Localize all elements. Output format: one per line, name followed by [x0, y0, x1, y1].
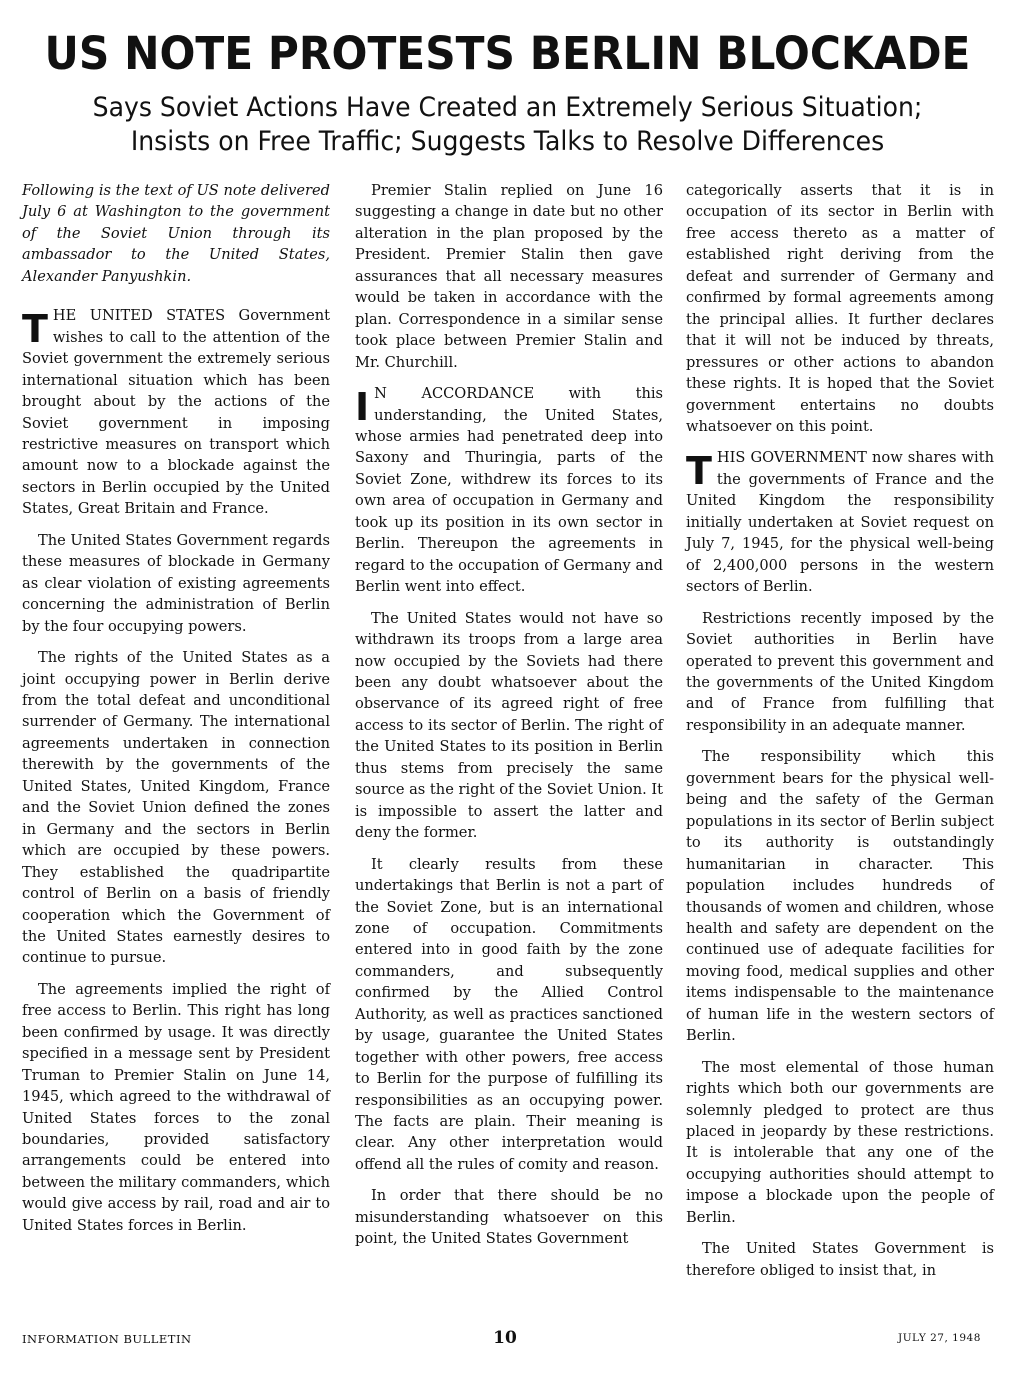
paragraph: [22, 305, 330, 520]
article-column-2: [355, 180, 663, 1260]
paragraph: The United States Government is therefore obliged to insist that, in: [686, 1240, 994, 1279]
paragraph: Restrictions recently imposed by the Soviet authorities in Berlin have operated to prevent this government and the governments of the United Kingdom and of France from fulfilling that responsibility in an adequate manner.: [686, 609, 994, 734]
headline: US NOTE PROTESTS BERLIN BLOCKADE: [44, 27, 971, 80]
paragraph: The United States Government regards these measures of blockade in Germany as clear violation of existing agreements concerning the administration of Berlin by the four occupying powers.: [22, 531, 330, 635]
drop-cap: T: [22, 307, 48, 352]
paragraph-text: HE UNITED STATES Government wishes to call to the attention of the Soviet government the extremely serious international situation which has been brought about by the actions of the Soviet government in imposing restrictive measures on transport which amount now to a blockade against the sectors in Berlin occupied by the United States, Great Britain and France.: [22, 307, 330, 518]
subheadline-line-2: Insists on Free Traffic; Suggests Talks to Resolve Differences: [130, 126, 885, 157]
drop-cap: I: [355, 385, 370, 430]
paragraph: In order that there should be no misunderstanding whatsoever on this point, the United States Government: [355, 1187, 663, 1248]
paragraph: The rights of the United States as a joint occupying power in Berlin derive from the total defeat and unconditional surrender of Germany. The international agreements undertaken in connection therewith by the governments of the United States, United Kingdom, France and the Soviet Union defined the zones in Germany and the sectors in Berlin which are occupied by these powers. They established the quadripartite control of Berlin on a basis of friendly cooperation which the Government of the United States earnestly desires to continue to pursue.: [22, 649, 330, 967]
paragraph: The most elemental of those human rights which both our governments are solemnly pledged to protect are thus placed in jeopardy by these restrictions. It is intolerable that any one of the occupying authorities should attempt to impose a blockade upon the people of Berlin.: [686, 1058, 994, 1226]
intro-note: Following is the text of US note delivered July 6 at Washington to the government of the Soviet Union through its ambassador to the United States, Alexander Panyushkin.: [22, 182, 330, 285]
paragraph: The United States would not have so withdrawn its troops from a large area now occupied by the Soviets had there been any doubt whatsoever about the observance of its agreed right of free access to its sector of Berlin. The right of the United States to its position in Berlin thus stems from precisely the same source as the right of the Soviet Union. It is impossible to assert the latter and deny the former.: [355, 609, 664, 842]
article-column-3: [686, 180, 994, 1291]
paragraph: categorically asserts that it is in occupation of its sector in Berlin with free access thereto as a matter of established right deriving from the defeat and surrender of Germany and confirmed by formal agreements among the principal allies. It further declares that it will not be induced by threats, pressures or other actions to abandon these rights. It is hoped that the Soviet government entertains no doubts whatsoever on this point.: [686, 182, 994, 435]
drop-cap: T: [686, 449, 712, 494]
subheadline-line-1: Says Soviet Actions Have Created an Extremely Serious Situation;: [92, 92, 923, 123]
article-column-1: [22, 180, 330, 1246]
paragraph: The responsibility which this government bears for the physical well-being and the safety of the German populations in its sector of Berlin subject to its authority is outstandingly humanitarian in character. This population includes hundreds of thousands of women and children, whose health and safety are dependent on the continued use of adequate facilities for moving food, medical supplies and other items indispensable to the maintenance of human life in the western sectors of Berlin.: [686, 748, 994, 1045]
paragraph: The agreements implied the right of free access to Berlin. This right has long been confirmed by usage. It was directly specified in a message sent by President Truman to Premier Stalin on June 14, 1945, which agreed to the withdrawal of United States forces to the zonal boundaries, provided satisfactory arrangements could be entered into between the military commanders, which would give access by rail, road and air to United States forces in Berlin.: [22, 980, 330, 1234]
paragraph: Premier Stalin replied on June 16 suggesting a change in date but no other alteration in the plan proposed by the President. Premier Stalin then gave assurances that all necessary measures would be taken in accordance with the plan. Correspondence in a similar sense took place between Premier Stalin and Mr. Churchill.: [355, 182, 663, 371]
footer-publication: INFORMATION BULLETIN: [22, 1332, 192, 1346]
paragraph: [355, 383, 663, 598]
paragraph: [686, 447, 994, 597]
footer-date: JULY 27, 1948: [898, 1332, 981, 1344]
page-number: 10: [493, 1328, 517, 1348]
paragraph-text: HIS GOVERNMENT now shares with the governments of France and the United Kingdom the responsibility initially undertaken at Soviet request on July 7, 1945, for the physical well-being of 2,400,000 persons in the western sectors of Berlin.: [686, 449, 994, 596]
paragraph: It clearly results from these undertakings that Berlin is not a part of the Soviet Zone, but is an international zone of occupation. Commitments entered into in good faith by the zone commanders, and subsequently confirmed by the Allied Control Authority, as well as practices sanctioned by usage, guarantee the United States together with other powers, free access to Berlin for the purpose of fulfilling its responsibilities as an occupying power. The facts are plain. Their meaning is clear. Any other interpretation would offend all the rules of comity and reason.: [355, 855, 663, 1173]
paragraph-text: N ACCORDANCE with this understanding, the United States, whose armies had penetrated deep into Saxony and Thuringia, parts of the Soviet Zone, withdrew its forces to its own area of occupation in Germany and took up its position in its own sector in Berlin. Thereupon the agreements in regard to the occupation of Germany and Berlin went into effect.: [355, 385, 663, 596]
